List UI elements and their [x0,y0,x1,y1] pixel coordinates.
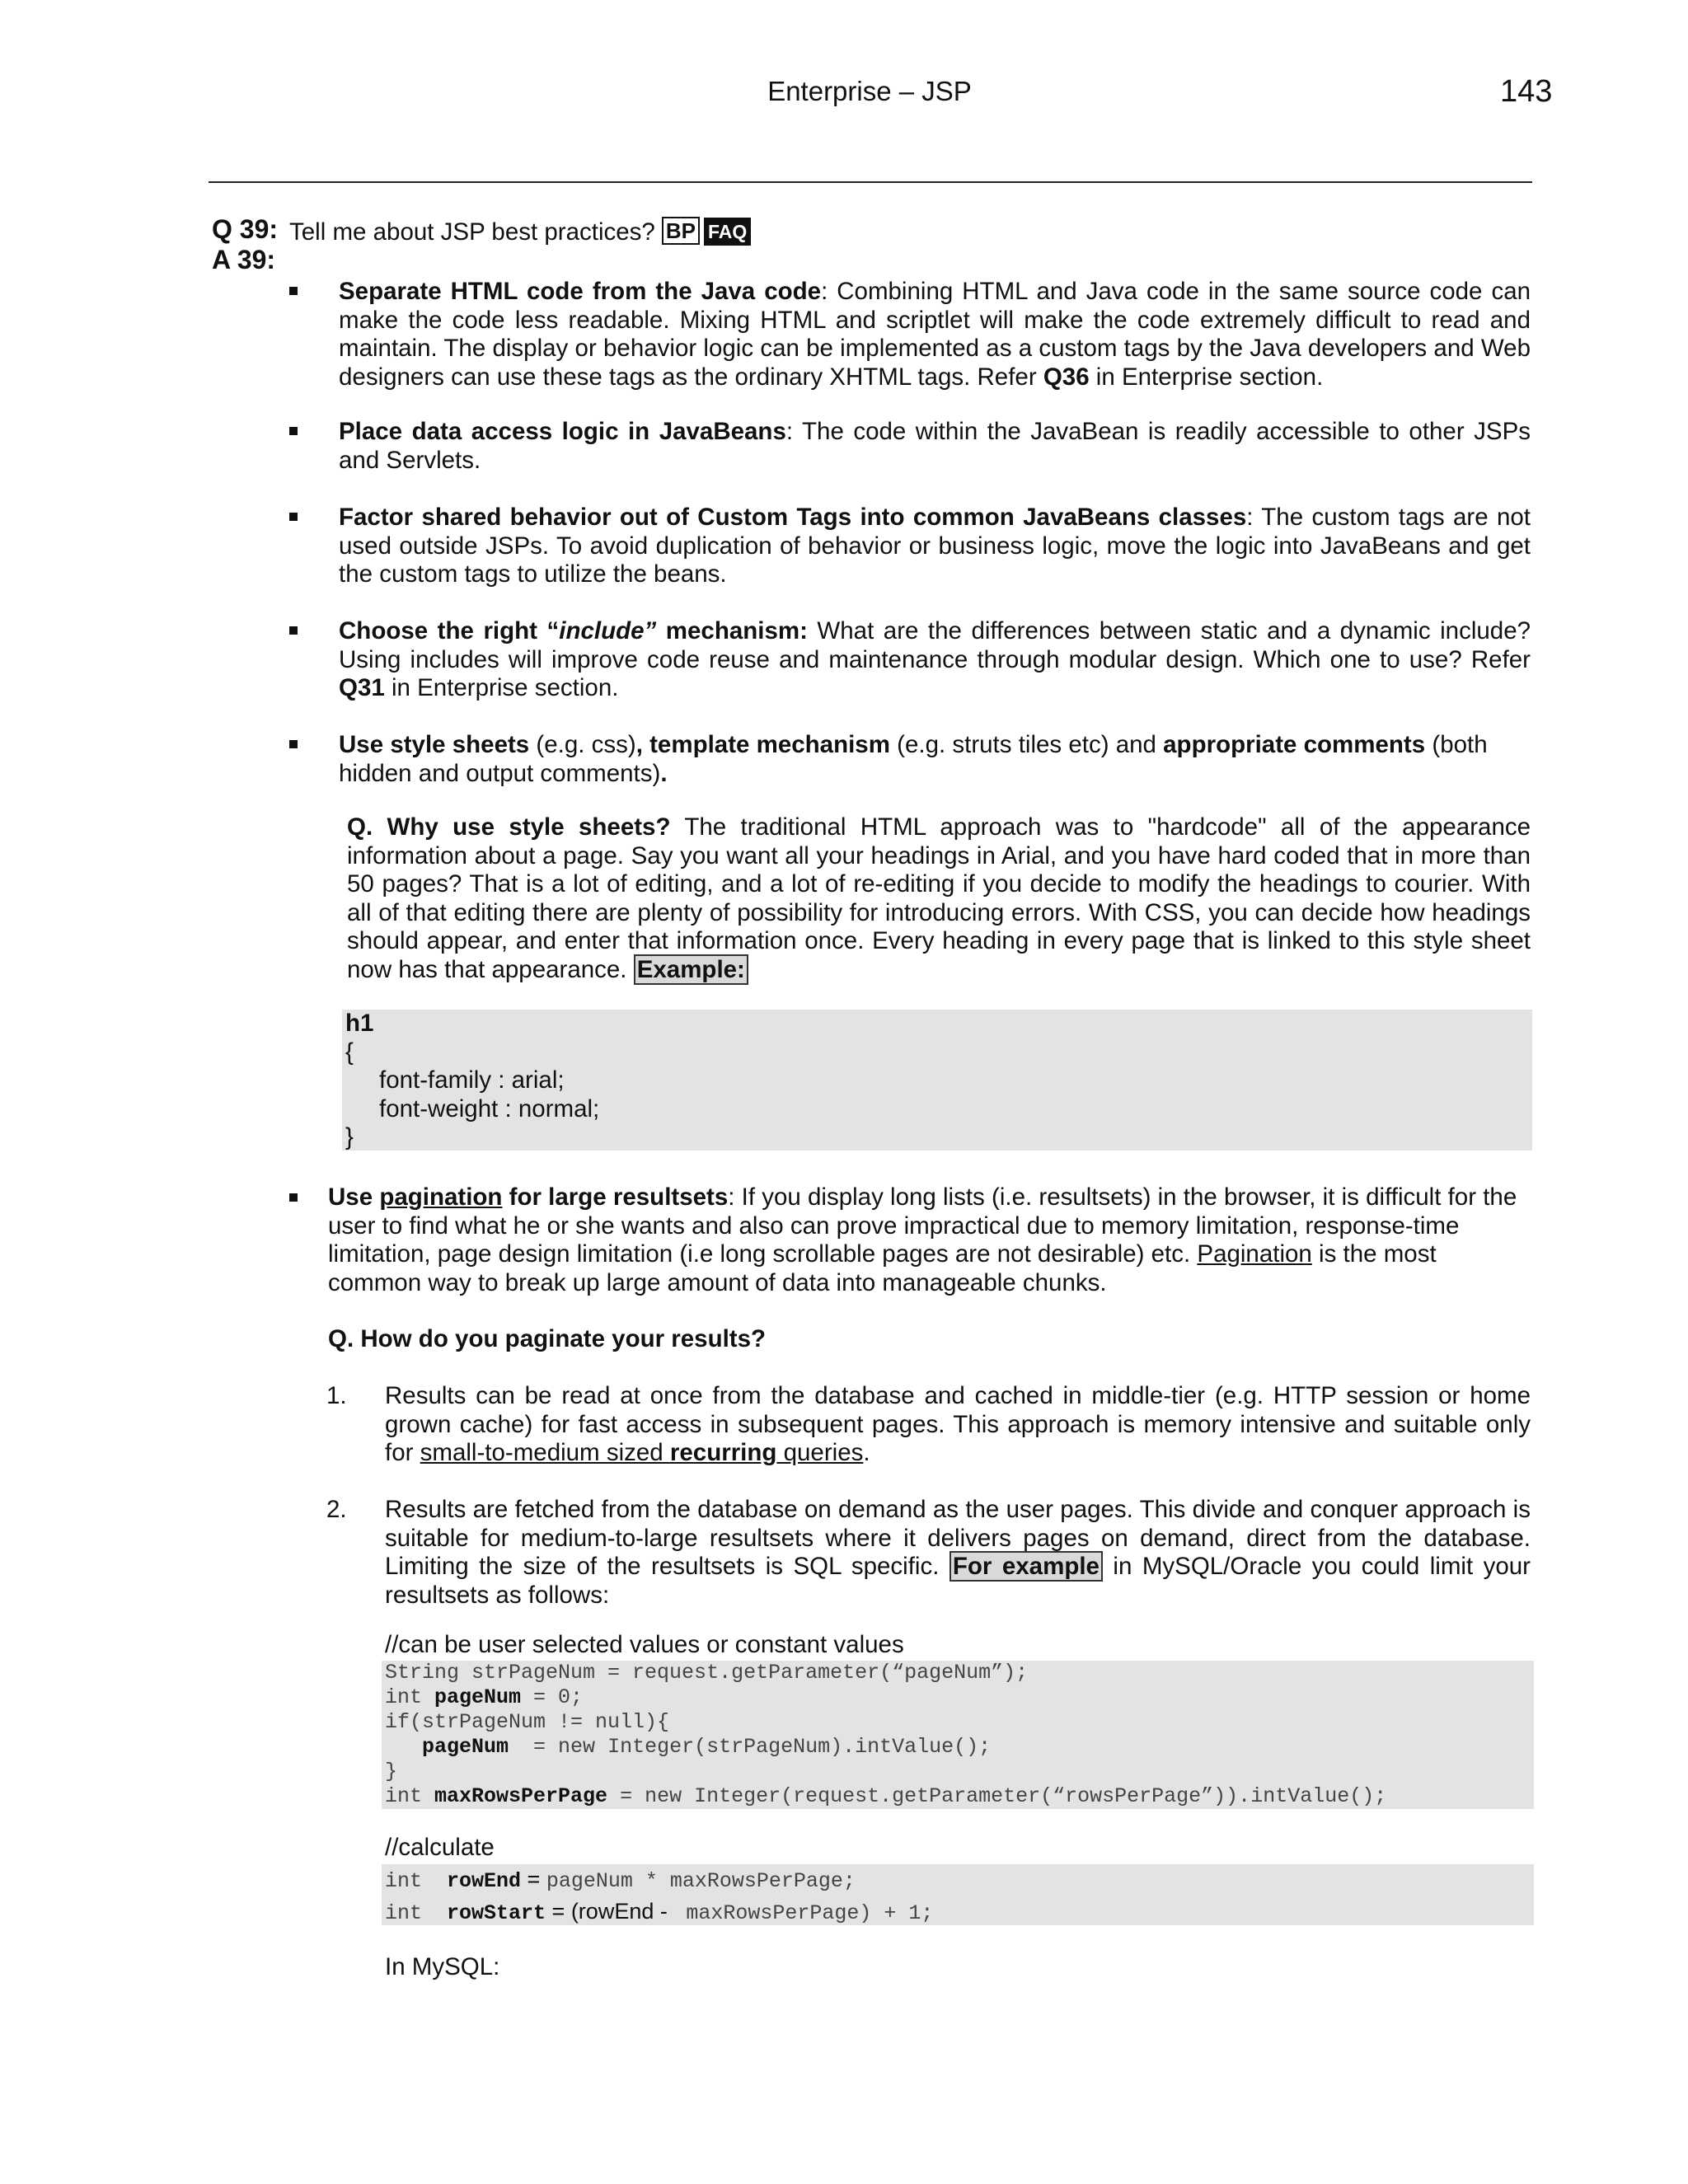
bullet-marker [289,513,298,521]
code-var: pageNum [434,1685,522,1709]
code-line [345,1010,1532,1038]
code-line: if(strPageNum != null){ [385,1710,670,1734]
sub-answer: The traditional HTML approach was to "hardcode" all of the appearance information about a page. Say you want all your headings in Arial, and you have hard coded that in more than 50 pages? That is a lot of editing, and a lot of re-editing if you decide to modify the headings to courier. With all of that editing there are plenty of possibility for introducing errors. With CSS, you can decide how headings should appear, and enter that information once. Every heading in every page that is linked to this style sheet now has that appearance. [347,813,1531,983]
bullet-body: : If you display long lists (i.e. resultsets) in the browser, it is difficult for the user to find what he or she wants and also can prove impractical due to memory limitation, response-time limitation, page design limitation (i.e long scrollable pages are not desirable) etc. [328,1183,1517,1268]
header-divider [209,181,1532,183]
code-part: int [385,1901,448,1925]
bullet-body: : Combining HTML and Java code in the same source code can make the code less readable. Mixing HTML and scriptlet will make the code extremely difficult to read and maintain. The display or behavior logic can be implemented as a custom tags by the Java developers and Web designers can use these tags as the ordinary XHTML tags. Refer [339,278,1531,391]
example-label: Example: [634,954,748,985]
code-line [385,1735,1534,1760]
code-part: pageNum * maxRowsPerPage; [546,1869,856,1893]
mysql-label: In MySQL: [385,1953,500,1980]
plain-part: (e.g. css) [529,731,636,758]
code-line: font-weight : normal; [379,1094,600,1122]
code-line [385,1784,1534,1809]
best-practice-include [339,617,1531,703]
faq-badge: FAQ [704,218,751,246]
code-line: } [385,1760,398,1783]
bullet-marker [289,287,298,295]
code-var: maxRowsPerPage [434,1784,608,1808]
code-part [385,1735,422,1759]
code-line: font-family : arial; [379,1066,565,1094]
bullet-body: is the most common way to break up large amount of data into manageable chunks. [328,1240,1437,1296]
code-line [385,1685,1534,1710]
code-comment: //calculate [385,1834,495,1861]
sub-question: Q. Why use style sheets? [347,813,671,841]
title-em: include” [559,617,657,644]
list-number: 2. [326,1496,347,1523]
bullet-body: : The custom tags are not used outside JSPs. To avoid duplication of behavior or business logic, move the logic into JavaBeans and get the custom tags to utilize the beans. [339,504,1531,588]
code-part: = new Integer(strPageNum).intValue(); [509,1735,992,1759]
question-label: Q 39: [212,214,279,244]
code-part: = 0; [521,1685,584,1709]
best-practice-separate-html [339,278,1531,391]
bullet-title [328,1183,728,1211]
bullet-title: Factor shared behavior out of Custom Tags into common JavaBeans classes [339,504,1247,531]
for-example-label: For example [950,1551,1103,1582]
css-example-code [342,1010,1532,1151]
bullet-body: What are the differences between static and a dynamic include? Using includes will improve code reuse and maintenance through modular design. Which one to use? Refer [339,617,1531,673]
code-part: = (rowEnd - [546,1899,674,1924]
question-text [289,217,751,247]
bullet-tail: in Enterprise section. [384,674,619,701]
item-tail: in MySQL/Oracle you could limit your resultsets as follows: [385,1553,1531,1609]
best-practice-custom-tags [339,504,1531,589]
code-line: String strPageNum = request.getParameter(“pageNum”); [385,1661,1029,1685]
pagination-word: Pagination [1197,1240,1312,1268]
code-var: rowEnd [447,1869,522,1893]
code-line [385,1864,1534,1896]
code-selector: h1 [345,1010,374,1037]
title-part: , template mechanism [635,731,890,758]
code-comment: //can be user selected values or constant values [385,1631,904,1658]
title-part: appropriate comments [1163,731,1426,758]
code-var: rowStart [447,1901,546,1925]
bullet-marker [289,427,298,435]
bullet-marker [289,1193,298,1202]
item-end: . [863,1439,870,1466]
list-number: 1. [326,1382,347,1409]
best-practice-pagination [328,1183,1531,1297]
java-paging-code [382,1661,1534,1809]
java-row-range-code [382,1864,1534,1925]
ref-q31: Q31 [339,674,385,701]
paginate-option-on-demand [385,1496,1531,1610]
plain-part: (both hidden and output comments) [339,731,1488,787]
title-part: pagination [379,1183,503,1211]
plain-part: (e.g. struts tiles etc) and [889,731,1164,758]
bullet-tail: in Enterprise section. [1089,363,1324,391]
title-part: mechanism: [656,617,808,644]
ref-q36: Q36 [1043,363,1090,391]
item-underlined [420,1439,864,1466]
title-part: . [660,759,668,787]
question-body: Tell me about JSP best practices? [289,218,655,246]
u-part: queries [776,1439,864,1466]
bullet-title: Place data access logic in JavaBeans [339,418,786,445]
paginate-question: Q. How do you paginate your results? [328,1325,767,1352]
page-header-title: Enterprise – JSP [767,76,972,106]
bp-badge: BP [662,217,700,245]
paginate-option-cache [385,1382,1531,1468]
title-part: Choose the right “ [339,617,560,644]
code-part: int [385,1869,448,1893]
code-line [385,1896,1534,1929]
u-part: recurring [669,1439,777,1466]
item-body: Results can be read at once from the database and cached in middle-tier (e.g. HTTP session or home grown cache) for fast access in subsequent pages. This approach is memory intensive and suitable only for [385,1382,1531,1466]
answer-label: A 39: [212,245,276,274]
code-var: pageNum [422,1735,509,1759]
title-part: Use [328,1183,380,1211]
code-part: int [385,1685,435,1709]
bullet-body: : The code within the JavaBean is readily accessible to other JSPs and Servlets. [339,418,1531,474]
page-number: 143 [1500,74,1553,109]
bullet-marker [289,626,298,635]
code-part: maxRowsPerPage) + 1; [673,1901,934,1925]
code-line: { [345,1038,354,1066]
code-part: int [385,1784,435,1808]
code-line: } [345,1123,354,1151]
code-part: = new Integer(request.getParameter(“rowsPerPage”)).intValue(); [607,1784,1387,1808]
code-part: = [521,1867,546,1891]
item-body: Results are fetched from the database on demand as the user pages. This divide and conquer approach is suitable for medium-to-large resultsets where it delivers pages on demand, direct from the database. Limiting the size of the resultsets is SQL specific. [385,1496,1531,1580]
title-part: for large resultsets [502,1183,729,1211]
bullet-marker [289,740,298,748]
title-part: Use style sheets [339,731,530,758]
bullet-title: Separate HTML code from the Java code [339,278,822,305]
best-practice-javabeans [339,418,1531,475]
best-practice-style-sheets [339,731,1531,788]
bullet-title [339,617,808,644]
why-style-sheets [347,813,1531,984]
u-part: small-to-medium sized [420,1439,670,1466]
